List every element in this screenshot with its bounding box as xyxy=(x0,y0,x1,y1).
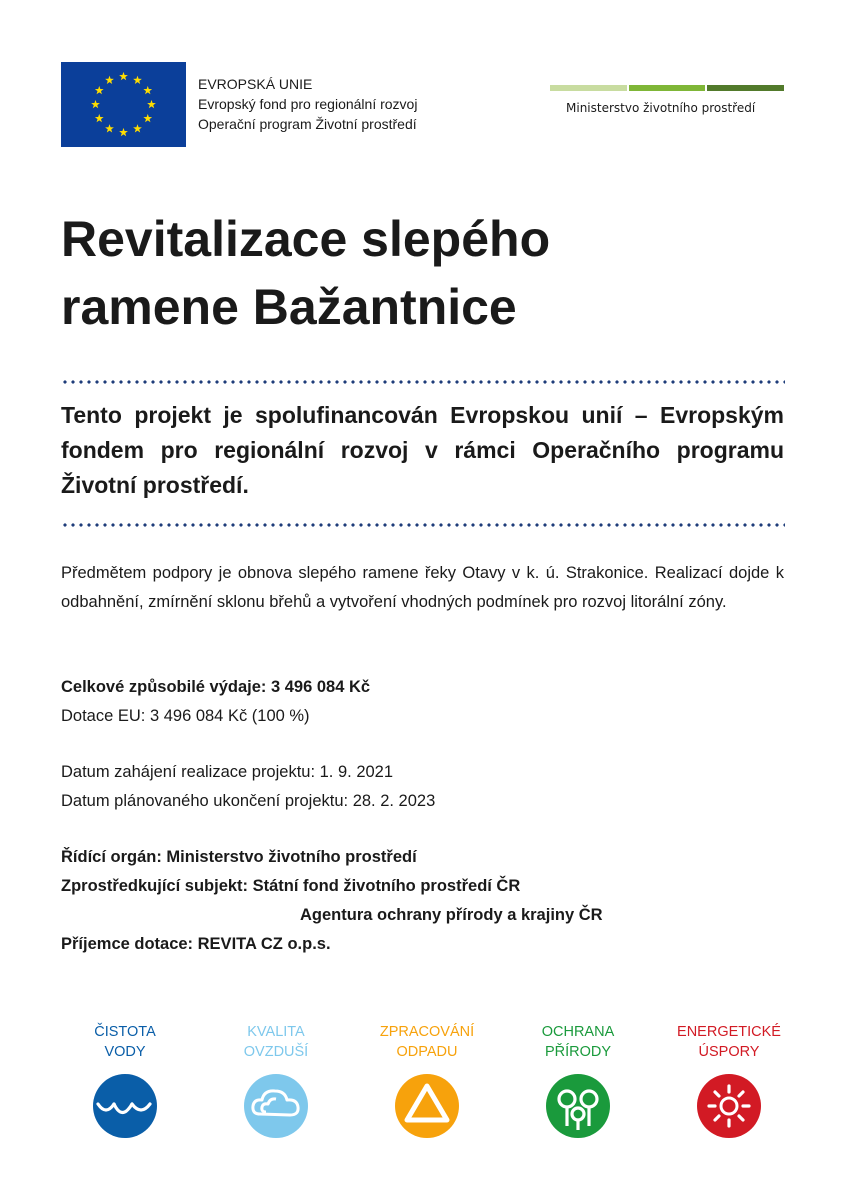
priority-label-line: ZPRACOVÁNÍ xyxy=(379,1024,475,1040)
priority-label-line: OCHRANA xyxy=(541,1024,615,1040)
priority-energy xyxy=(664,1022,794,1138)
intermediate-body-2: Agentura ochrany přírody a krajiny ČR xyxy=(300,906,603,924)
project-description: Předmětem podpory je obnova slepého ramene řeky Otavy v k. ú. Strakonice. Realizací dojde k odbahnění, zmírnění sklonu břehů a vytvoření vhodných podmínek pro rozvoj litorální zóny. xyxy=(61,564,784,611)
title-line: Revitalizace slepého xyxy=(61,211,551,267)
eu-star-icon xyxy=(119,128,128,136)
priority-label xyxy=(211,1022,341,1062)
recycle-triangle-icon xyxy=(395,1074,459,1138)
eu-star-icon xyxy=(95,114,104,122)
end-date: Datum plánovaného ukončení projektu: 28. 2. 2023 xyxy=(61,792,436,810)
eu-star-icon xyxy=(147,100,156,108)
eu-star-icon xyxy=(95,86,104,94)
eu-line: Evropský fond pro regionální rozvoj xyxy=(198,96,418,112)
costs-section xyxy=(61,673,370,731)
priority-nature xyxy=(513,1022,643,1138)
cloud-icon xyxy=(244,1074,308,1138)
priority-waste xyxy=(362,1022,492,1138)
ministry-name: Ministerstvo životního prostředí xyxy=(566,101,756,115)
sun-icon xyxy=(697,1074,761,1138)
page-title xyxy=(61,205,550,341)
dotted-divider xyxy=(61,523,785,527)
ministry-logo xyxy=(550,85,784,115)
eu-star-icon xyxy=(133,124,142,132)
eu-star-icon xyxy=(105,124,114,132)
priority-axes xyxy=(60,1022,795,1142)
priority-label xyxy=(513,1022,643,1062)
ministry-bar-light xyxy=(550,85,627,91)
eu-star-icon xyxy=(119,72,128,80)
eu-line: EVROPSKÁ UNIE xyxy=(198,76,313,92)
priority-label-line: ODPADU xyxy=(396,1044,458,1060)
eu-flag-icon xyxy=(61,62,186,147)
eu-star-icon xyxy=(143,114,152,122)
priority-label-line: ENERGETICKÉ xyxy=(677,1024,781,1040)
eu-star-icon xyxy=(91,100,100,108)
total-costs: Celkové způsobilé výdaje: 3 496 084 Kč xyxy=(61,678,371,696)
priority-label-line: VODY xyxy=(104,1044,146,1060)
priority-label-line: OVZDUŠÍ xyxy=(243,1044,309,1060)
start-date: Datum zahájení realizace projektu: 1. 9. 2021 xyxy=(61,763,394,781)
eu-line: Operační program Životní prostředí xyxy=(198,116,417,132)
managing-body: Řídící orgán: Ministerstvo životního prostředí xyxy=(61,848,417,866)
eu-star-icon xyxy=(105,76,114,84)
priority-label-line: KVALITA xyxy=(247,1024,305,1040)
priority-water xyxy=(60,1022,190,1138)
water-icon xyxy=(93,1074,157,1138)
dates-section xyxy=(61,758,435,816)
eu-star-icon xyxy=(133,76,142,84)
intermediate-body: Zprostředkující subjekt: Státní fond životního prostředí ČR xyxy=(61,877,521,895)
priority-label xyxy=(60,1022,190,1062)
trees-icon xyxy=(546,1074,610,1138)
cofinancing-statement: Tento projekt je spolufinancován Evropskou unií – Evropským fondem pro regionální rozvoj v rámci Operačního programu Životní prostředí. xyxy=(61,402,784,498)
eu-star-icon xyxy=(143,86,152,94)
priority-label xyxy=(362,1022,492,1062)
ministry-bar-mid xyxy=(629,85,706,91)
eu-grant: Dotace EU: 3 496 084 Kč (100 %) xyxy=(61,707,310,725)
ministry-bar-dark xyxy=(707,85,784,91)
priority-label-line: ČISTOTA xyxy=(94,1024,156,1040)
dotted-divider xyxy=(61,380,785,384)
eu-program-info xyxy=(198,74,417,134)
bodies-section xyxy=(61,843,603,959)
grant-recipient: Příjemce dotace: REVITA CZ o.p.s. xyxy=(61,935,331,953)
priority-label-line: ÚSPORY xyxy=(698,1044,760,1060)
priority-air xyxy=(211,1022,341,1138)
priority-label xyxy=(664,1022,794,1062)
title-line: ramene Bažantnice xyxy=(61,279,517,335)
priority-label-line: PŘÍRODY xyxy=(544,1044,612,1060)
ministry-color-bars xyxy=(550,85,784,91)
